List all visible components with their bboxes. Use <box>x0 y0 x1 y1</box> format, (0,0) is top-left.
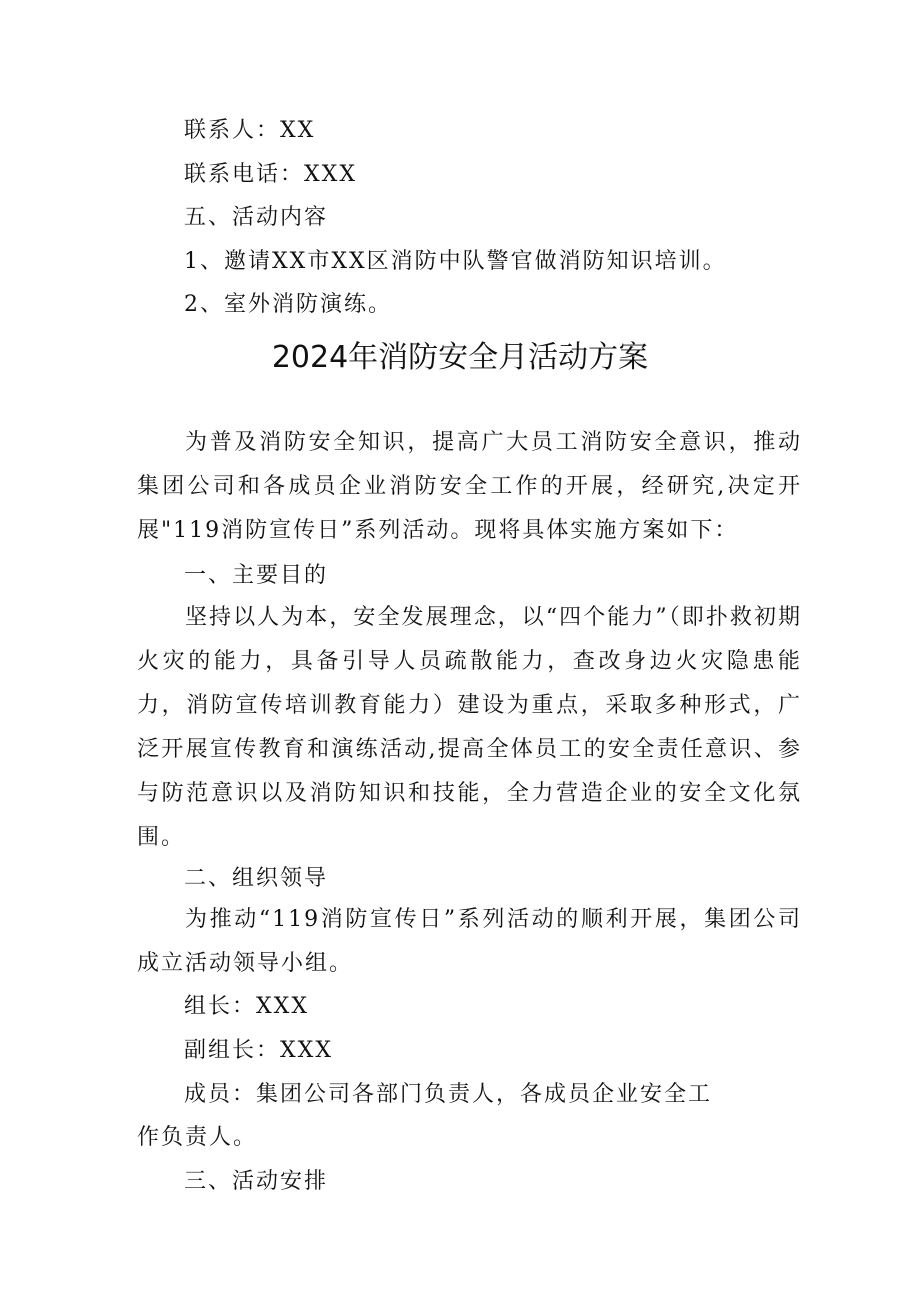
section-one-heading: 一、主要目的 <box>184 563 329 588</box>
group-leader: 组长：XXX <box>184 994 309 1019</box>
members-line-1: 成员：集团公司各部门负责人，各成员企业安全工 <box>184 1082 713 1107</box>
section-five-heading: 五、活动内容 <box>184 205 329 230</box>
contact-person: 联系人：XX <box>184 118 316 143</box>
intro-paragraph: 为普及消防安全知识，提高广大员工消防安全意识，推动集团公司和各成员企业消防安全工作的开展，经研究,决定开展"119消防宣传日”系列活动。现将具体实施方案如下： <box>137 430 802 543</box>
section-one-paragraph: 坚持以人为本，安全发展理念，以“四个能力”（即扑救初期火灾的能力，具备引导人员疏散能力，查改身边火灾隐患能力，消防宣传培训教育能力）建设为重点，采取多种形式，广泛开展宣传教育和演练活动,提高全体员工的安全责任意识、参与防范意识以及消防知识和技能，全力营造企业的安全文化氛围。 <box>137 605 802 850</box>
section-two-paragraph: 为推动“119消防宣传日”系列活动的顺利开展，集团公司成立活动领导小组。 <box>137 907 802 976</box>
members-line-2: 作负责人。 <box>137 1125 258 1150</box>
deputy-group-leader: 副组长：XXX <box>184 1038 333 1063</box>
content-item-2: 2、室外消防演练。 <box>184 292 392 317</box>
document-title: 2024年消防安全月活动方案 <box>271 340 649 375</box>
section-three-heading: 三、活动安排 <box>184 1169 329 1194</box>
content-item-1: 1、邀请XX市XX区消防中队警官做消防知识培训。 <box>184 249 727 274</box>
section-two-heading: 二、组织领导 <box>184 866 329 891</box>
contact-phone: 联系电话：XXX <box>184 162 357 187</box>
